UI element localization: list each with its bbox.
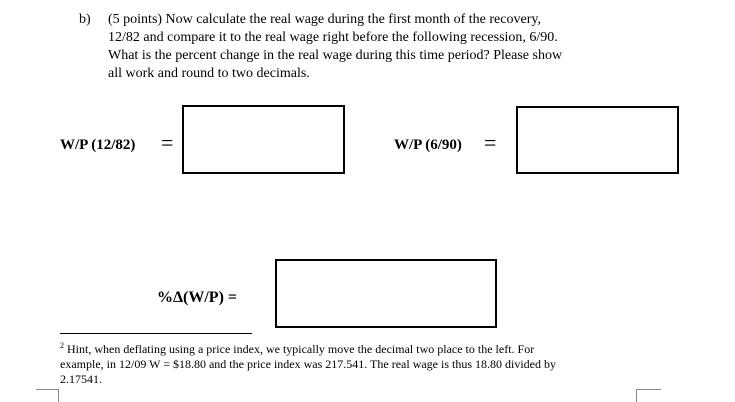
wp-690-label: W/P (6/90) <box>394 137 462 153</box>
question-line: (5 points) Now calculate the real wage during the first month of the recovery, <box>108 12 541 27</box>
crop-mark-right <box>636 389 661 402</box>
footnote-marker: 2 <box>60 341 64 350</box>
footnote-line <box>60 342 640 357</box>
wp-690-equals: = <box>484 130 497 155</box>
question-line: 12/82 and compare it to the real wage right before the following recession, 6/90. <box>108 30 558 45</box>
wp-690-answer-box[interactable] <box>516 106 679 174</box>
footnote <box>60 342 640 387</box>
wp-1282-label: W/P (12/82) <box>60 137 136 153</box>
crop-mark-left <box>36 389 59 402</box>
footnote-line: 2.17541. <box>60 372 102 386</box>
question-line: What is the percent change in the real wage during this time period? Please show <box>108 48 563 63</box>
wp-1282-equals: = <box>161 130 174 155</box>
footnote-line: example, in 12/09 W = $18.80 and the price index was 217.541. The real wage is thus 18.80 divided by <box>60 357 557 371</box>
question-line: all work and round to two decimals. <box>108 66 310 81</box>
question-text <box>108 11 668 83</box>
pct-change-answer-box[interactable] <box>275 259 497 328</box>
wp-1282-answer-box[interactable] <box>182 105 345 174</box>
pct-change-label: %Δ(W/P) = <box>157 289 238 306</box>
question-label: b) <box>79 12 91 27</box>
footnote-text: Hint, when deflating using a price index, we typically move the decimal two place to the left. For <box>67 342 535 356</box>
footnote-separator <box>60 333 252 334</box>
